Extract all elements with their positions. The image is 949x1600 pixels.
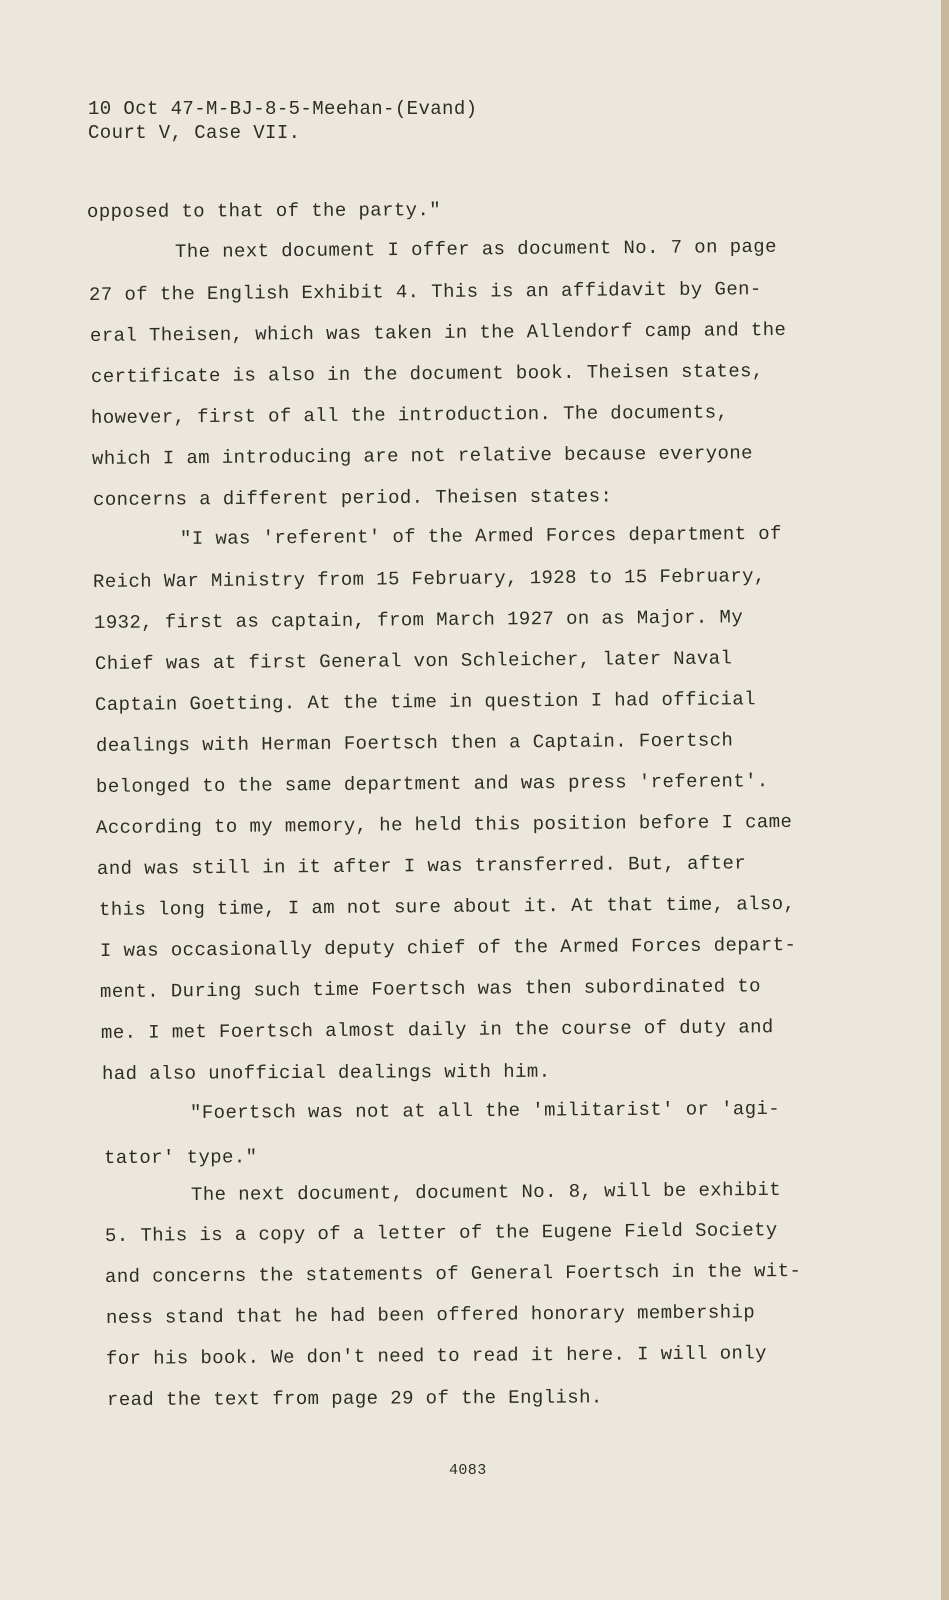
body-line: Captain Goetting. At the time in question I had official (94, 688, 756, 716)
header-line-2: Court V, Case VII. (88, 122, 301, 144)
body-line: Chief was at first General von Schleicher, later Naval (94, 647, 733, 675)
body-line: which I am introducing are not relative because everyone (91, 442, 753, 470)
body-line: however, first of all the introduction. The documents, (90, 401, 729, 429)
page-number: 4083 (449, 1462, 487, 1479)
body-line: 5. This is a copy of a letter of the Eugene Field Society (104, 1219, 778, 1247)
body-line: for his book. We don't need to read it here. I will only (105, 1342, 767, 1370)
body-line: I was occasionally deputy chief of the Armed Forces depart- (99, 933, 797, 962)
body-line: The next document, document No. 8, will be exhibit (190, 1178, 782, 1206)
body-line: "Foertsch was not at all the 'militarist' or 'agi- (189, 1097, 781, 1124)
body-line: According to my memory, he held this position before I came (95, 810, 793, 839)
body-line: me. I met Foertsch almost daily in the course of duty and (100, 1016, 774, 1044)
body-line: dealings with Herman Foertsch then a Captain. Foertsch (95, 729, 734, 757)
header-line-1: 10 Oct 47-M-BJ-8-5-Meehan-(Evand) (88, 98, 478, 120)
body-line: and was still in it after I was transferred. But, after (96, 852, 747, 880)
body-line: The next document I offer as document No. 7 on page (174, 235, 777, 263)
body-line: 27 of the English Exhibit 4. This is an affidavit by Gen- (88, 278, 762, 306)
page-edge (941, 0, 949, 1600)
body-line: eral Theisen, which was taken in the Allendorf camp and the (89, 318, 787, 347)
body-line: belonged to the same department and was press 'referent'. (95, 770, 769, 798)
body-line: this long time, I am not sure about it. At that time, also, (98, 892, 796, 921)
body-line: opposed to that of the party." (86, 199, 442, 223)
body-line: 1932, first as captain, from March 1927 on as Major. My (93, 606, 744, 634)
body-line: read the text from page 29 of the English. (106, 1386, 603, 1411)
body-line: and concerns the statements of General Foertsch in the wit- (104, 1259, 802, 1288)
body-line: certificate is also in the document book. Theisen states, (90, 360, 764, 388)
body-line: concerns a different period. Theisen states: (92, 485, 613, 511)
body-line: ness stand that he had been offered honorary membership (105, 1301, 756, 1329)
body-line: "I was 'referent' of the Armed Forces department of (179, 522, 782, 550)
body-line: Reich War Ministry from 15 February, 1928 to 15 February, (92, 565, 766, 593)
body-line: ment. During such time Foertsch was then subordinated to (99, 975, 761, 1003)
body-line: had also unofficial dealings with him. (101, 1060, 551, 1085)
body-line: tator' type." (103, 1146, 258, 1169)
